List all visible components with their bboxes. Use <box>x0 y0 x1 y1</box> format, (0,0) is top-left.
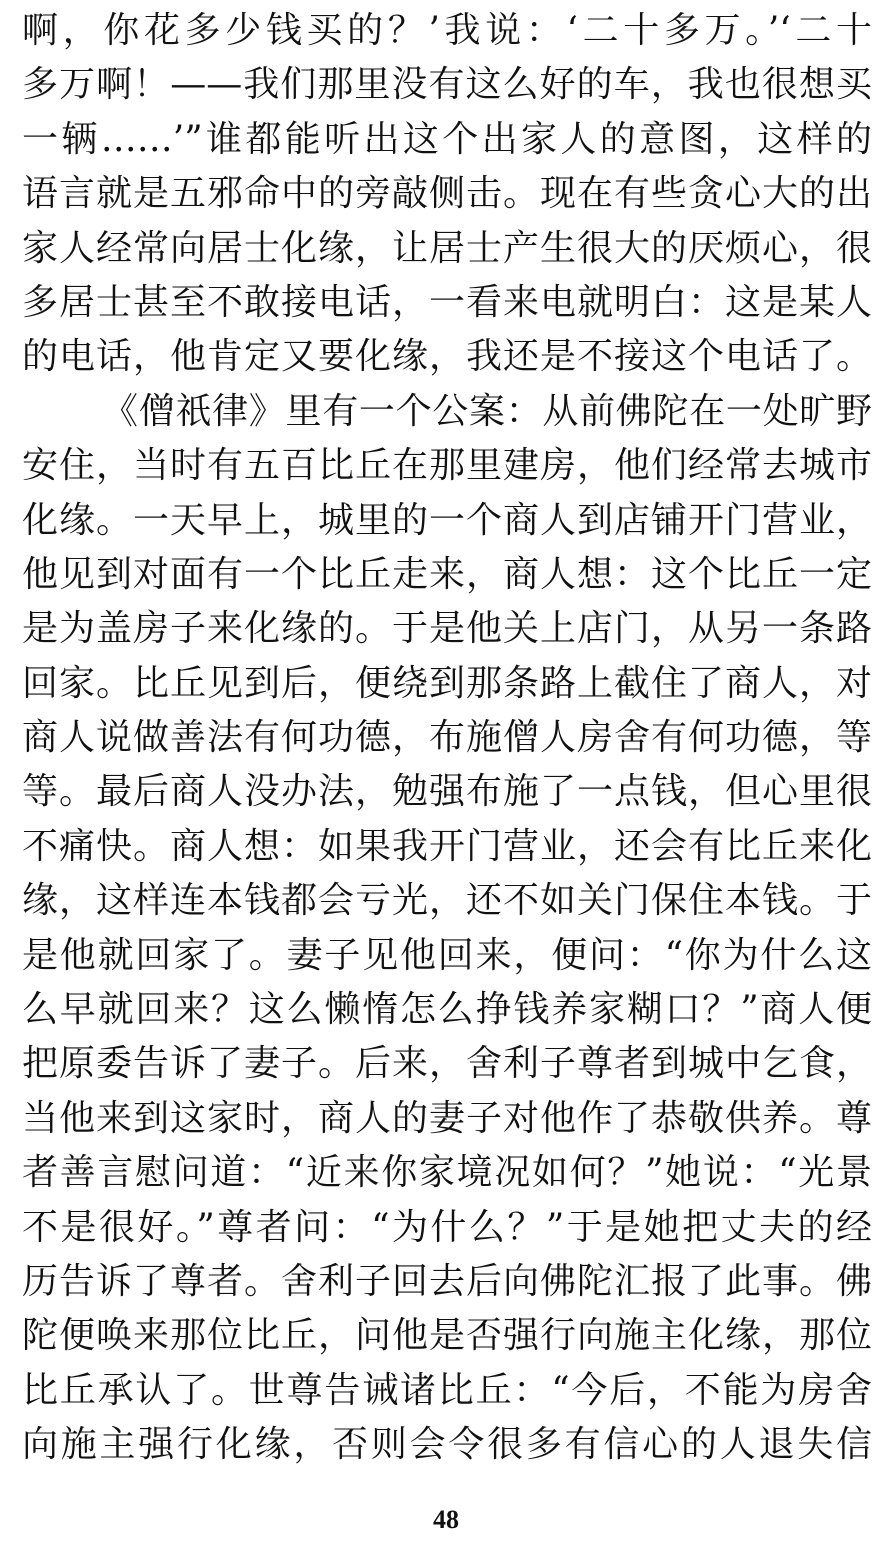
page-number: 48 <box>433 1505 459 1534</box>
text-line: 是为盖房子来化缘的。于是他关上店门，从另一条路 <box>22 608 872 650</box>
text-line: 他见到对面有一个比丘走来，商人想：这个比丘一定 <box>22 553 872 595</box>
text-line: 者善言慰问道：“近来你家境况如何？”她说：“光景 <box>22 1152 872 1194</box>
text-line: 多居士甚至不敢接电话，一看来电就明白：这是某人 <box>22 281 872 323</box>
text-line: 家人经常向居士化缘，让居士产生很大的厌烦心，很 <box>22 227 872 269</box>
text-line: 啊，你花多少钱买的？’我说：‘二十多万。’‘二十 <box>22 10 872 51</box>
text-line: 回家。比丘见到后，便绕到那条路上截住了商人，对 <box>22 662 872 704</box>
text-line: 多万啊！——我们那里没有这么好的车，我也很想买 <box>22 64 872 106</box>
text-line: 等。最后商人没办法，勉强布施了一点钱，但心里很 <box>22 771 872 813</box>
text-line: 陀便唤来那位比丘，问他是否强行向施主化缘，那位 <box>22 1315 872 1357</box>
text-line: 安住，当时有五百比丘在那里建房，他们经常去城市 <box>22 445 872 487</box>
text-line: 一辆……’”谁都能听出这个出家人的意图，这样的 <box>22 118 872 160</box>
text-line: 缘，这样连本钱都会亏光，还不如关门保住本钱。于 <box>22 880 872 922</box>
text-line: 商人说做善法有何功德，布施僧人房舍有何功德，等 <box>22 717 872 759</box>
text-line: 化缘。一天早上，城里的一个商人到店铺开门营业， <box>22 499 872 541</box>
text-line: 的电话，他肯定又要化缘，我还是不接这个电话了。 <box>22 336 872 378</box>
text-line: 语言就是五邪命中的旁敲侧击。现在有些贪心大的出 <box>22 173 872 215</box>
paragraph-start-line: 《僧祇律》里有一个公案：从前佛陀在一处旷野 <box>102 390 872 432</box>
text-line: 历告诉了尊者。舍利子回去后向佛陀汇报了此事。佛 <box>22 1260 872 1302</box>
text-line: 当他来到这家时，商人的妻子对他作了恭敬供养。尊 <box>22 1097 872 1139</box>
text-line: 向施主强行化缘，否则会令很多有信心的人退失信 <box>22 1424 872 1466</box>
body-text <box>22 4 872 1473</box>
text-line: 是他就回家了。妻子见他回来，便问：“你为什么这 <box>22 934 872 976</box>
text-line: 不是很好。”尊者问：“为什么？”于是她把丈夫的经 <box>22 1206 872 1248</box>
text-line: 么早就回来？这么懒惰怎么挣钱养家糊口？”商人便 <box>22 989 872 1031</box>
text-line: 比丘承认了。世尊告诫诸比丘：“今后，不能为房舍 <box>22 1369 872 1411</box>
text-line: 把原委告诉了妻子。后来，舍利子尊者到城中乞食， <box>22 1043 872 1085</box>
text-line: 不痛快。商人想：如果我开门营业，还会有比丘来化 <box>22 825 872 867</box>
